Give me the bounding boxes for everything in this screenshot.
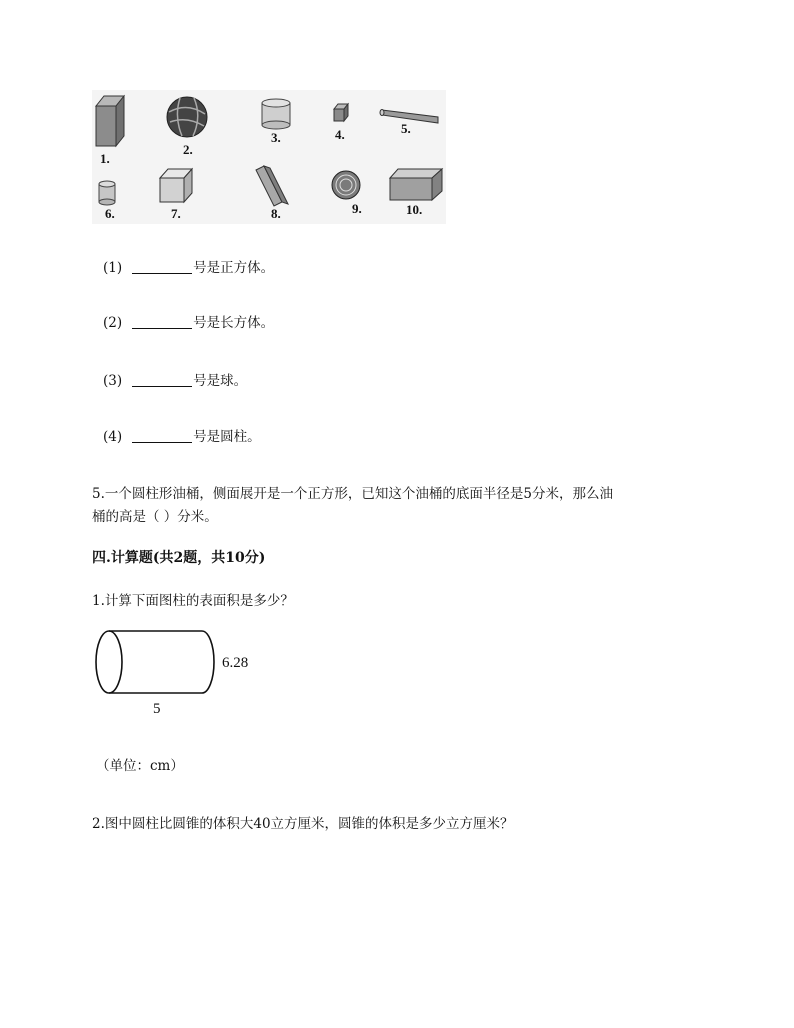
solid-shapes-drawing [92, 90, 446, 224]
solid-shapes-figure [92, 90, 446, 224]
shape-6-small-cylinder [99, 181, 115, 205]
question-5-line-2: 桶的高是（ ）分米。 [92, 509, 218, 525]
shape-label-10: 10. [406, 202, 423, 217]
question-1-text: 1.计算下面图柱的表面积是多少？ [92, 593, 294, 609]
shape-3-cylinder [262, 99, 290, 129]
cylinder-body [109, 631, 214, 693]
unit-note: （单位：cm） [96, 758, 184, 774]
subquestion-3 [103, 372, 247, 390]
shape-label-4: 4. [335, 127, 345, 142]
cylinder-diagram [92, 628, 222, 698]
subquestion-text: 号是球。 [193, 373, 248, 389]
answer-blank[interactable] [132, 314, 192, 329]
subquestion-number: (1) [103, 260, 123, 276]
shape-label-7: 7. [171, 206, 181, 221]
shape-4-small-cube [334, 104, 348, 121]
cylinder-length-label: 5 [153, 701, 161, 717]
subquestion-2 [103, 314, 274, 332]
question-5-line-1: 5.一个圆柱形油桶，侧面展开是一个正方形，已知这个油桶的底面半径是5分米，那么油 [92, 486, 613, 502]
subquestion-number: (3) [103, 373, 123, 389]
shape-label-9: 9. [352, 201, 362, 216]
shape-label-6: 6. [105, 206, 115, 221]
cylinder-left-base [96, 631, 122, 693]
shape-label-5: 5. [401, 121, 411, 136]
answer-blank[interactable] [132, 428, 192, 443]
shape-label-3: 3. [271, 130, 281, 145]
shape-label-2: 2. [183, 142, 193, 157]
shape-label-8: 8. [271, 206, 281, 221]
shape-10-flat-cuboid [390, 169, 442, 200]
answer-blank[interactable] [132, 259, 192, 274]
shape-1-tall-cuboid [96, 96, 124, 146]
shape-label-1: 1. [100, 151, 110, 166]
shape-9-sphere [332, 171, 360, 199]
subquestion-text: 号是长方体。 [193, 315, 275, 331]
section-heading: 四.计算题(共2题，共10分) [92, 550, 266, 566]
subquestion-4 [103, 428, 261, 446]
shape-7-cube [160, 169, 192, 202]
shape-2-ball [167, 97, 207, 137]
subquestion-text: 号是正方体。 [193, 260, 275, 276]
shape-8-tilted-cuboid [256, 166, 288, 206]
cylinder-height-label: 6.28 [222, 655, 249, 671]
subquestion-number: (2) [103, 315, 123, 331]
question-2-text: 2.图中圆柱比圆锥的体积大40立方厘米，圆锥的体积是多少立方厘米？ [92, 816, 514, 832]
subquestion-1 [103, 259, 274, 277]
subquestion-number: (4) [103, 429, 123, 445]
subquestion-text: 号是圆柱。 [193, 429, 261, 445]
answer-blank[interactable] [132, 372, 192, 387]
